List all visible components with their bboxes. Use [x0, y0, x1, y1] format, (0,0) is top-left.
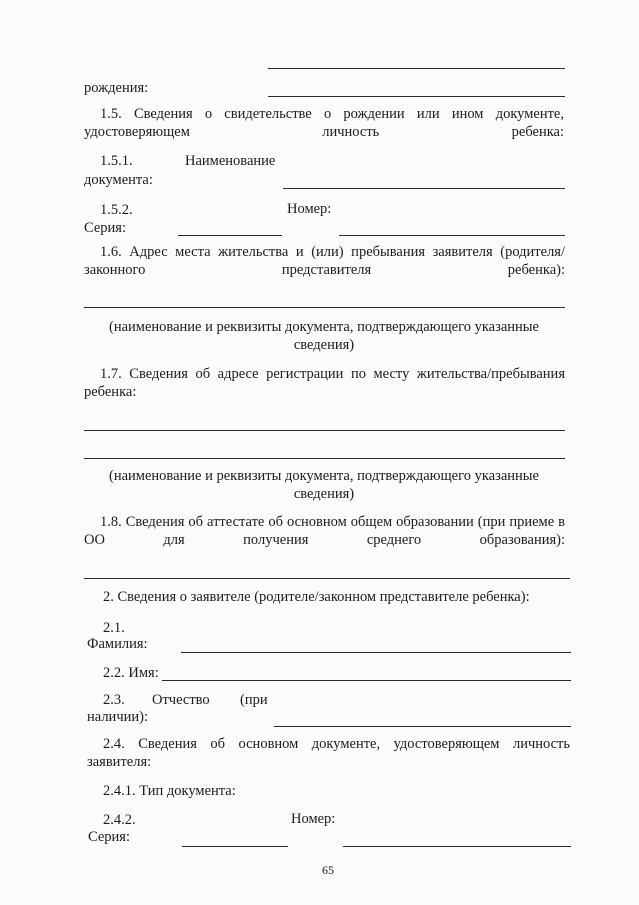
section-1-5-1-word: Наименование	[185, 153, 276, 169]
surname-label: Фамилия:	[87, 636, 148, 652]
certificate-line	[84, 578, 570, 579]
document-note: (наименование и реквизиты документа, подтверждающего указанные сведения)	[109, 319, 539, 353]
fill-line	[268, 96, 565, 97]
series-label-2: Серия:	[88, 829, 130, 845]
number-line	[339, 235, 565, 236]
series-label: Серия:	[84, 220, 126, 236]
birth-label: рождения:	[84, 80, 149, 96]
registration-line-1	[84, 430, 565, 431]
patronymic-tail-label: наличии):	[87, 709, 148, 725]
section-2-2: 2.2. Имя:	[103, 665, 159, 681]
series-line	[178, 235, 282, 236]
section-2-4-1: 2.4.1. Тип документа:	[103, 783, 236, 799]
document-note: (наименование и реквизиты документа, подтверждающего указанные сведения)	[109, 468, 539, 502]
section-2-3-word: Отчество	[152, 692, 210, 708]
section-1-7: 1.7. Сведения об адресе регистрации по месту жительства/пребывания ребенка:	[84, 366, 565, 400]
section-2-4-2-number: 2.4.2.	[103, 812, 136, 828]
page-number: 65	[322, 863, 334, 877]
section-2-3-number: 2.3.	[103, 692, 125, 708]
section-1-5: 1.5. Сведения о свидетельстве о рождении или ином документе, удостоверяющем личность ребенка:	[84, 106, 564, 140]
number-line-2	[343, 846, 571, 847]
section-1-6: 1.6. Адрес места жительства и (или) пребывания заявителя (родителя/законного представителя ребенка):	[84, 244, 565, 278]
document-name-label: документа:	[84, 172, 153, 188]
section-2-1-number: 2.1.	[103, 620, 125, 636]
number-label-2: Номер:	[291, 811, 336, 827]
address-line	[84, 307, 565, 308]
number-label: Номер:	[287, 201, 332, 217]
section-2: 2. Сведения о заявителе (родителе/законном представителе ребенка):	[103, 589, 530, 605]
series-line-2	[182, 846, 288, 847]
section-1-8: 1.8. Сведения об аттестате об основном общем образовании (при приеме в ОО для получения среднего образования):	[84, 514, 565, 548]
section-1-5-2-number: 1.5.2.	[100, 202, 133, 218]
section-2-3-paren: (при	[240, 692, 268, 708]
surname-line	[181, 652, 571, 653]
section-1-5-1-number: 1.5.1.	[100, 153, 133, 169]
section-2-4: 2.4. Сведения об основном документе, удостоверяющем личность заявителя:	[87, 736, 570, 770]
patronymic-line	[274, 726, 571, 727]
document-name-line	[283, 188, 565, 189]
registration-line-2	[84, 458, 565, 459]
fill-line	[268, 68, 565, 69]
name-line	[162, 680, 571, 681]
